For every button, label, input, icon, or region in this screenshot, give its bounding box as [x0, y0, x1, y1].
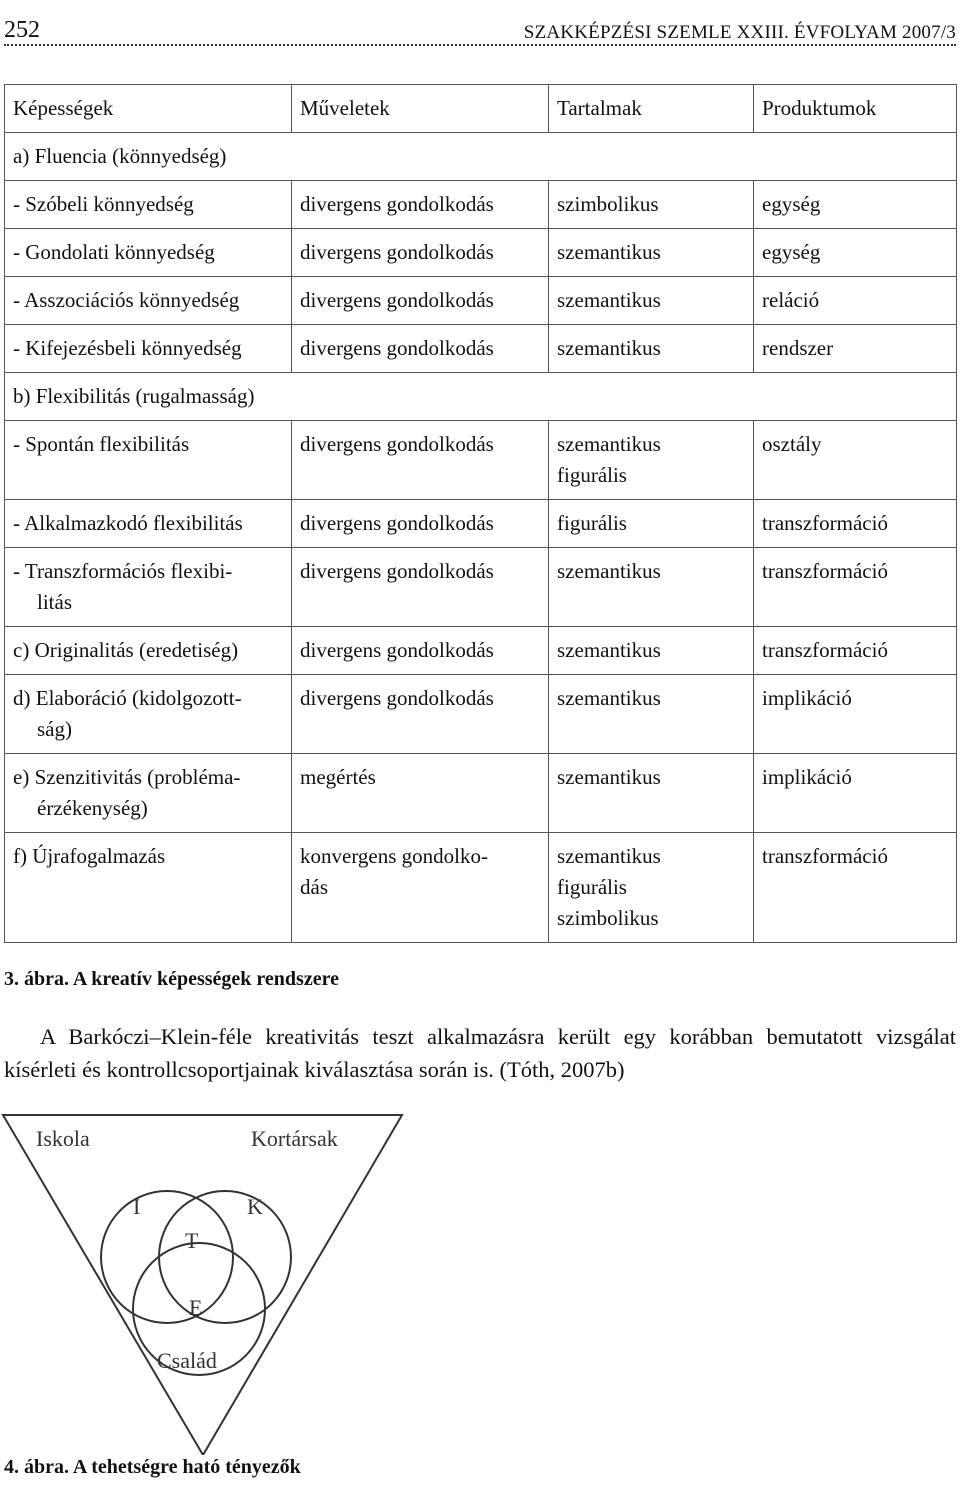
talent-factors-diagram [0, 1110, 420, 1455]
table-cell: transzformáció [754, 500, 957, 548]
table-cell: transzformáció [754, 627, 957, 675]
table-cell: transzformáció [754, 548, 957, 627]
abilities-table [4, 84, 957, 943]
table-cell: divergens gondolkodás [292, 181, 549, 229]
table-cell: szemantikus [549, 754, 754, 833]
column-header: Képességek [5, 85, 292, 133]
table-row [5, 277, 957, 325]
table-row [5, 500, 957, 548]
circle-school [101, 1191, 233, 1323]
table-cell: transzformáció [754, 833, 957, 943]
circle-peers [159, 1191, 291, 1323]
table-cell: - Kifejezésbeli könnyedség [5, 325, 292, 373]
section-label: a) Fluencia (könnyedség) [5, 133, 957, 181]
table-row [5, 754, 957, 833]
journal-title: SZAKKÉPZÉSI SZEMLE XXIII. ÉVFOLYAM 2007/3 [523, 22, 956, 43]
table-body [5, 133, 957, 943]
table-cell: szemantikus [549, 627, 754, 675]
circle-label-e: E [189, 1295, 203, 1320]
table-cell: divergens gondolkodás [292, 325, 549, 373]
table-cell: reláció [754, 277, 957, 325]
table-cell: divergens gondolkodás [292, 229, 549, 277]
table-section-row [5, 373, 957, 421]
table-cell: rendszer [754, 325, 957, 373]
table-row [5, 833, 957, 943]
table-cell: egység [754, 229, 957, 277]
table-cell: szemantikus [549, 548, 754, 627]
table-row [5, 627, 957, 675]
table-cell: divergens gondolkodás [292, 277, 549, 325]
table-header-row [5, 85, 957, 133]
table-row [5, 421, 957, 500]
table-cell: szemantikus figurális szimbolikus [549, 833, 754, 943]
figure-4-caption: 4. ábra. A tehetségre ható tényezők [4, 1456, 301, 1478]
table-cell: - Gondolati könnyedség [5, 229, 292, 277]
page-number: 252 [4, 17, 40, 43]
table-cell: e) Szenzitivitás (probléma- érzékenység) [5, 754, 292, 833]
table-cell: divergens gondolkodás [292, 421, 549, 500]
page-header [4, 0, 956, 44]
table-cell: szemantikus figurális [549, 421, 754, 500]
table-row [5, 675, 957, 754]
table-cell: szemantikus [549, 675, 754, 754]
table-cell: konvergens gondolko- dás [292, 833, 549, 943]
table-row [5, 229, 957, 277]
table-cell: - Alkalmazkodó flexibilitás [5, 500, 292, 548]
table-cell: megértés [292, 754, 549, 833]
body-paragraph [4, 1020, 956, 1086]
table-cell: - Spontán flexibilitás [5, 421, 292, 500]
figure-3-caption: 3. ábra. A kreatív képességek rendszere [4, 968, 339, 990]
circle-label-t: T [185, 1228, 199, 1253]
table-cell: egység [754, 181, 957, 229]
column-header: Tartalmak [549, 85, 754, 133]
column-header: Műveletek [292, 85, 549, 133]
triangle-frame [3, 1115, 402, 1455]
table-cell: szemantikus [549, 325, 754, 373]
table-cell: szemantikus [549, 277, 754, 325]
table-cell: divergens gondolkodás [292, 675, 549, 754]
table-cell: divergens gondolkodás [292, 500, 549, 548]
header-divider [4, 44, 956, 46]
table-cell: - Transzformációs flexibi- litás [5, 548, 292, 627]
table-cell: implikáció [754, 675, 957, 754]
table-row [5, 325, 957, 373]
table-cell: szemantikus [549, 229, 754, 277]
column-header: Produktumok [754, 85, 957, 133]
table-cell: d) Elaboráció (kidolgozott- ság) [5, 675, 292, 754]
table-cell: - Szóbeli könnyedség [5, 181, 292, 229]
table-row [5, 181, 957, 229]
section-label: b) Flexibilitás (rugalmasság) [5, 373, 957, 421]
table-section-row [5, 133, 957, 181]
table-cell: osztály [754, 421, 957, 500]
table-cell: f) Újrafogalmazás [5, 833, 292, 943]
circle-label-k: K [247, 1194, 263, 1219]
label-school: Iskola [36, 1126, 90, 1151]
circle-label-i: I [133, 1194, 141, 1219]
table-cell: - Asszociációs könnyedség [5, 277, 292, 325]
table-cell: figurális [549, 500, 754, 548]
table-row [5, 548, 957, 627]
table-cell: szimbolikus [549, 181, 754, 229]
table-cell: implikáció [754, 754, 957, 833]
paragraph-text: A Barkóczi–Klein-féle kreativitás teszt alkalmazásra került egy korábban bemutatott vizsgálat kísérleti és kontrollcsoportjainak kiválasztása során is. (Tóth, 2007b) [4, 1024, 956, 1082]
table-cell: divergens gondolkodás [292, 548, 549, 627]
table-cell: divergens gondolkodás [292, 627, 549, 675]
label-family: Család [157, 1348, 217, 1373]
label-peers: Kortársak [251, 1126, 338, 1151]
table-cell: c) Originalitás (eredetiség) [5, 627, 292, 675]
